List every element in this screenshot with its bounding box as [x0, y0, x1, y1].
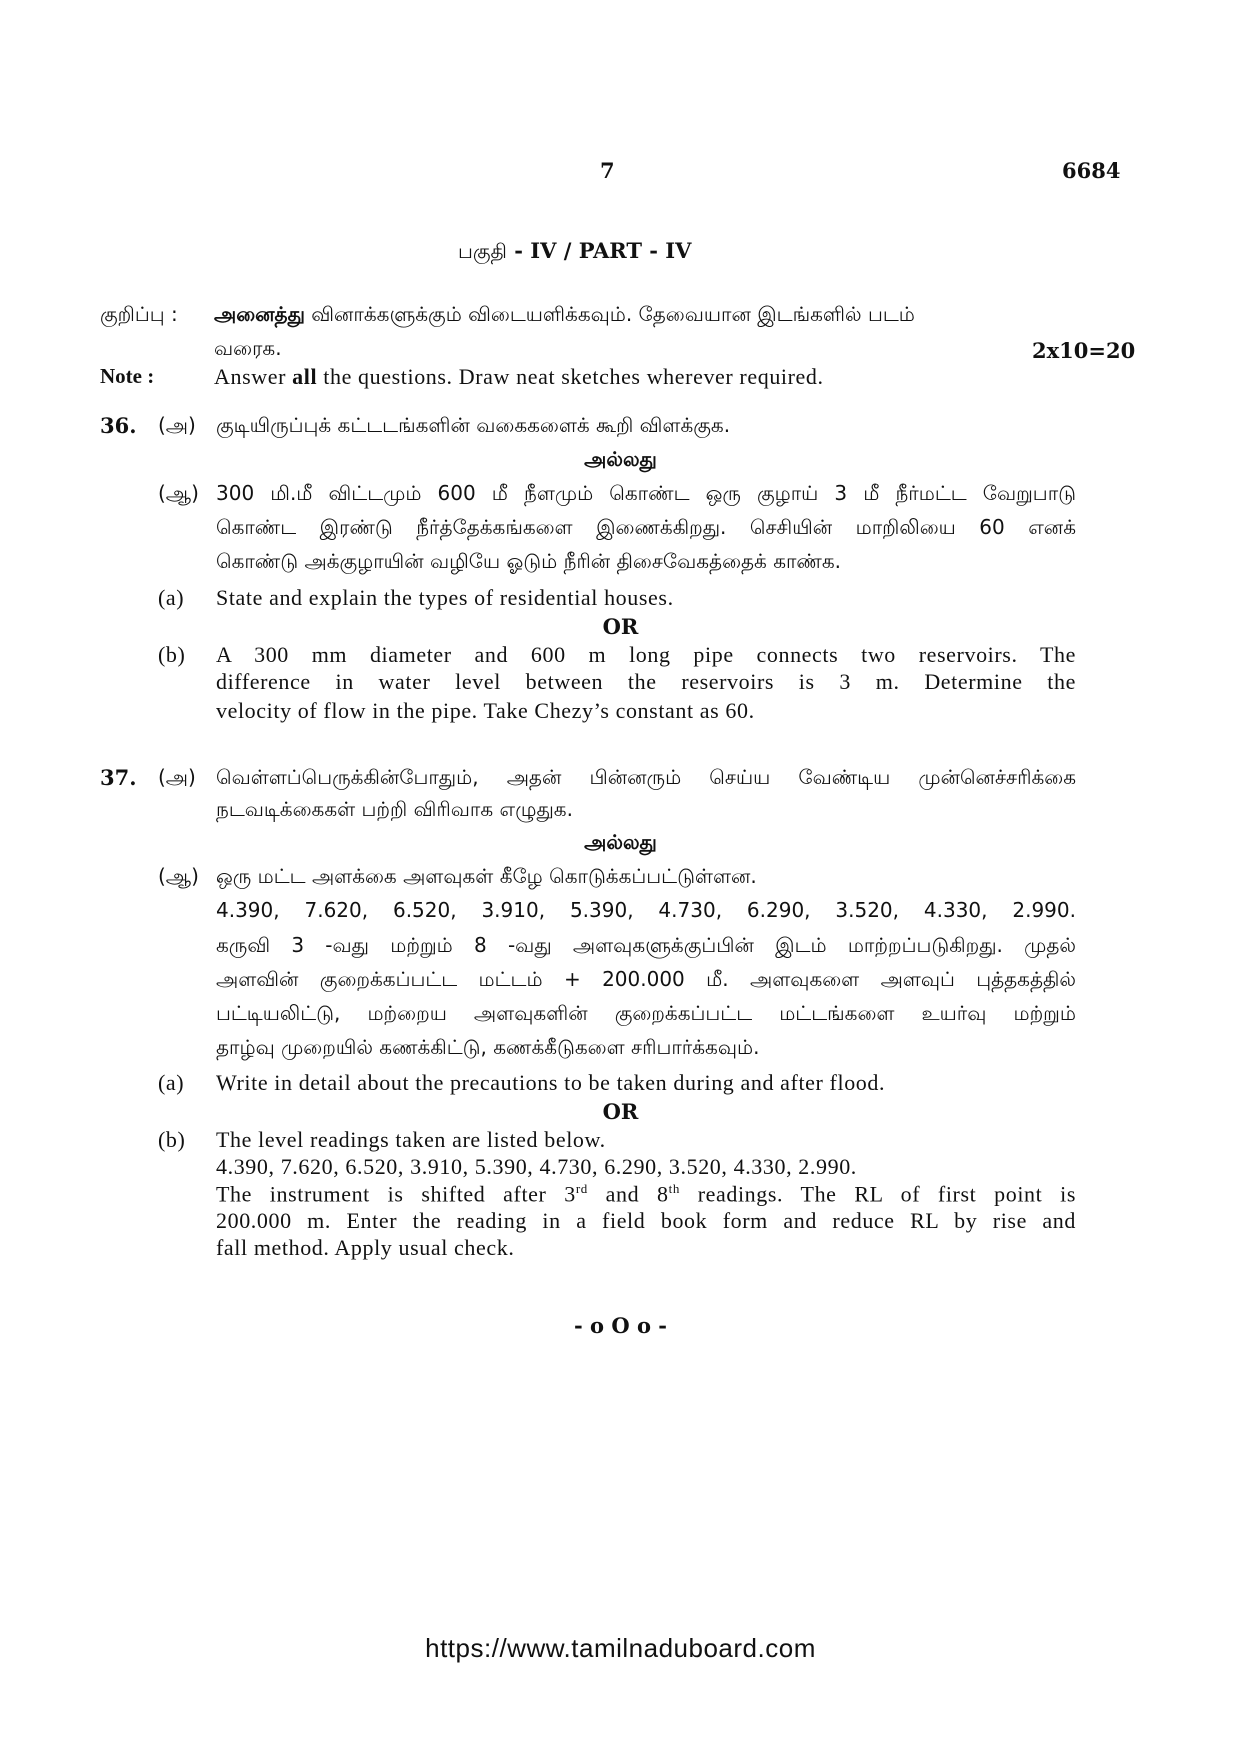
- q36-english-b-marker: (b): [158, 642, 186, 667]
- q37-tamil-a-line-2: நடவடிக்கைகள் பற்றி விரிவாக எழுதுக.: [216, 797, 573, 821]
- q36-english-b-line-2: difference in water level between the reservoirs is 3 m. Determine the: [216, 669, 1076, 694]
- q37-english-b-line-1: The level readings taken are listed below.: [216, 1127, 606, 1152]
- q36-tamil-a-text: குடியிருப்புக் கட்டடங்களின் வகைகளைக் கூறி விளக்குக.: [216, 413, 731, 437]
- q36-tamil-a-marker: (அ): [158, 413, 196, 437]
- note-tamil-text-2: வரைக.: [214, 336, 282, 360]
- note-tamil-text: அனைத்து வினாக்களுக்கும் விடையளிக்கவும். தேவையான இடங்களில் படம்: [214, 302, 915, 326]
- q36-tamil-b-line-2: கொண்ட இரண்டு நீர்த்தேக்கங்களை இணைக்கிறது. செசியின் மாறிலியை 60 எனக்: [216, 515, 1076, 539]
- q36-english-b-line-1: A 300 mm diameter and 600 m long pipe connects two reservoirs. The: [216, 642, 1076, 667]
- q36-tamil-or: அல்லது: [584, 447, 657, 471]
- q36-english-a-marker: (a): [158, 585, 185, 610]
- q36-tamil-b-line-3: கொண்டு அக்குழாயின் வழியே ஓடும் நீரின் திசைவேகத்தைக் காண்க.: [216, 549, 842, 573]
- question-37-number: 37.: [100, 765, 137, 790]
- part-title: பகுதி - IV / PART - IV: [458, 238, 692, 263]
- q37-tamil-a-marker: (அ): [158, 765, 196, 789]
- q37-tamil-b-readings: 4.390, 7.620, 6.520, 3.910, 5.390, 4.730, 6.290, 3.520, 4.330, 2.990.: [216, 898, 1076, 922]
- paper-code: 6684: [1062, 158, 1121, 183]
- q37-tamil-b-line-1: ஒரு மட்ட அளக்கை அளவுகள் கீழே கொடுக்கப்பட்டுள்ளன.: [216, 864, 757, 888]
- q37-tamil-b-marker: (ஆ): [158, 864, 199, 888]
- q36-tamil-b-line-1: 300 மி.மீ விட்டமும் 600 மீ நீளமும் கொண்ட ஒரு குழாய் 3 மீ நீர்மட்ட வேறுபாடு: [216, 481, 1076, 505]
- q37-tamil-a-line-1: வெள்ளப்பெருக்கின்போதும், அதன் பின்னரும் செய்ய வேண்டிய முன்னெச்சரிக்கை: [216, 765, 1076, 789]
- note-english-label: Note :: [100, 364, 155, 388]
- note-tamil-label: குறிப்பு :: [100, 302, 178, 326]
- q37-english-b-line-3: The instrument is shifted after 3rd and 8th readings. The RL of first point is: [216, 1181, 1076, 1207]
- part-title-roman: IV / PART - IV: [530, 238, 692, 263]
- part-title-tamil: பகுதி: [458, 239, 507, 263]
- q37-tamil-b-line-4: அளவின் குறைக்கப்பட்ட மட்டம் + 200.000 மீ. அளவுகளை அளவுப் புத்தகத்தில்: [216, 967, 1076, 991]
- q36-english-b-line-3: velocity of flow in the pipe. Take Chezy’s constant as 60.: [216, 698, 755, 723]
- q37-tamil-b-line-5: பட்டியலிட்டு, மற்றைய அளவுகளின் குறைக்கப்பட்ட மட்டங்களை உயர்வு மற்றும்: [216, 1001, 1076, 1025]
- q37-tamil-b-line-3: கருவி 3 -வது மற்றும் 8 -வது அளவுகளுக்குப்பின் இடம் மாற்றப்படுகிறது. முதல்: [216, 933, 1076, 957]
- q36-tamil-b-marker: (ஆ): [158, 481, 199, 505]
- q36-english-or: OR: [602, 614, 639, 639]
- q37-tamil-b-line-6: தாழ்வு முறையில் கணக்கிட்டு, கணக்கீடுகளை சரிபார்க்கவும்.: [216, 1035, 760, 1059]
- q37-english-b-marker: (b): [158, 1127, 186, 1152]
- q37-tamil-or: அல்லது: [584, 830, 657, 854]
- q37-english-b-line-5: fall method. Apply usual check.: [216, 1235, 515, 1260]
- question-36-number: 36.: [100, 413, 137, 438]
- footer-url: https://www.tamilnaduboard.com: [425, 1633, 816, 1663]
- q36-english-a-text: State and explain the types of residential houses.: [216, 585, 674, 610]
- q37-english-a-marker: (a): [158, 1070, 185, 1095]
- q37-english-b-readings: 4.390, 7.620, 6.520, 3.910, 5.390, 4.730, 6.290, 3.520, 4.330, 2.990.: [216, 1154, 857, 1179]
- q37-english-a-text: Write in detail about the precautions to be taken during and after flood.: [216, 1070, 886, 1095]
- q37-english-or: OR: [602, 1099, 639, 1124]
- page-number: 7: [600, 158, 615, 183]
- end-of-paper-mark: - o O o -: [574, 1313, 667, 1338]
- q37-english-b-line-4: 200.000 m. Enter the reading in a field book form and reduce RL by rise and: [216, 1208, 1076, 1233]
- marks-allocation: 2x10=20: [1032, 338, 1136, 363]
- note-english-text: Answer all the questions. Draw neat sketches wherever required.: [214, 364, 824, 389]
